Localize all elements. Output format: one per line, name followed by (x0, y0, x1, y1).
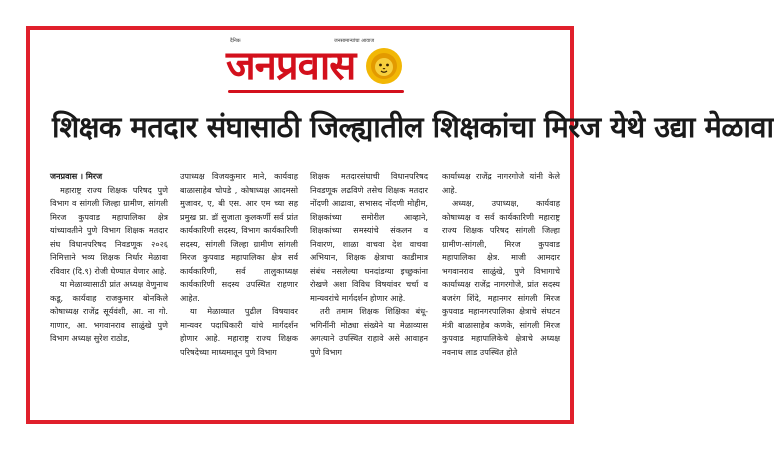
paragraph: शिक्षक मतदारसंघाची विधानपरिषद निवडणूक लढविणे तसेच शिक्षक मतदार नोंदणी आढावा, सभासद नोंदणी मोहीम, शिक्षकांच्या समोरील आव्हाने, शिक्षकांच्या समस्यांचे संकलन व निवारण, शाळा वाचवा देश वाचवा अभियान, शिक्षक क्षेत्राचा काडीमात्र संबंध नसलेल्या घनदांडग्या इच्छुकांना रोखणे अशा विविध विषयांवर चर्चा व मान्यवरांचे मार्गदर्शन होणार आहे. (310, 171, 428, 303)
dateline: जनप्रवास । मिरज (50, 171, 103, 181)
newspaper-title: जनप्रवास (226, 43, 356, 89)
masthead-tagline-right: जनसामान्यांचा आवाज (334, 38, 375, 44)
masthead (226, 36, 406, 98)
lion-emblem-icon (364, 46, 404, 86)
paragraph: या मेळाव्यात पुढील विषयावर मान्यवर पदाधिकारी यांचे मार्गदर्शन होणार आहे. महाराष्ट्र राज्य शिक्षक परिषदेच्या माध्यमातून पुणे विभाग (180, 306, 298, 357)
paragraph: तरी तमाम शिक्षक शिक्षिका बंधू-भगिनींनी मोठ्या संख्येने या मेळाव्यास अगत्याने उपस्थित राहावे असे आवाहन पुणे विभाग (310, 306, 428, 357)
paragraph: महाराष्ट्र राज्य शिक्षक परिषद पुणे विभाग व सांगली जिल्हा ग्रामीण, सांगली मिरज कुपवाड महापालिका क्षेत्र यांच्यावतीने पुणे विभाग शिक्षक मतदार संघ विधानपरिषद निवडणूक २०२६ निमित्ताने भव्य शिक्षक निर्धार मेळावा रविवार (दि.९) रोजी घेण्यात येणार आहे. (50, 184, 168, 276)
article-column-3 (310, 170, 428, 418)
article-column-1 (50, 170, 168, 418)
article-column-4 (442, 170, 560, 418)
headline: शिक्षक मतदार संघासाठी जिल्ह्यातील शिक्षकांचा मिरज येथे उद्या मेळावा (52, 110, 774, 144)
paragraph: अध्यक्ष, उपाध्यक्ष, कार्यवाह कोषाध्यक्ष व सर्व कार्यकारिणी महाराष्ट्र राज्य शिक्षक परिषद सांगली जिल्हा ग्रामीण-सांगली, मिरज कुपवाड महापालिका क्षेत्र. माजी आमदार भगवानराव साळुंखे, पुणे विभागाचे कार्याध्यक्ष राजेंद्र नागरगोजे, प्रांत सदस्य बजरंग शिंदे, महानगर सांगली मिरज कुपवाड महानगरपालिका क्षेत्राचे संघटन मंत्री बाळासाहेब कणके, सांगली मिरज कुपवाड महापालिकेचे क्षेत्राचे अध्यक्ष नवनाथ लाड उपस्थित होते (442, 198, 560, 357)
paragraph: या मेळाव्यासाठी प्रांत अध्यक्ष वेणुनाथ कडू, कार्यवाह राजकुमार बोनकिले कोषाध्यक्ष राजेंद्र सूर्यवंशी, आ. ना गो. गाणार, आ. भगवानराव साळुंखे पुणे विभाग अध्यक्ष सुरेश राठोड, (50, 279, 168, 343)
masthead-rule (228, 90, 404, 93)
article-column-2 (180, 170, 298, 418)
article-body (50, 170, 562, 420)
masthead-tagline-left: दैनिक (230, 38, 241, 44)
paragraph: कार्याध्यक्ष राजेंद्र नागरगोजे यांनी केले आहे. (442, 171, 560, 195)
clipping-frame (26, 26, 774, 424)
paragraph: उपाध्यक्ष विजयकुमार माने, कार्यवाह बाळासाहेब चोपडे , कोषाध्यक्ष आदमसो मुजावर, ए, बी एस. आर एम च्या सह प्रमुख प्रा. डॉ सुजाता कुलकर्णी सर्व प्रांत कार्यकारिणी सदस्य, विभाग कार्यकारिणी सदस्य, सांगली जिल्हा ग्रामीण सांगली मिरज कुपवाड महापालिका क्षेत्र सर्व कार्यकारिणी, सर्व तालुकाध्यक्ष कार्यकारिणी सदस्य उपस्थित राहणार आहेत. (180, 171, 298, 303)
